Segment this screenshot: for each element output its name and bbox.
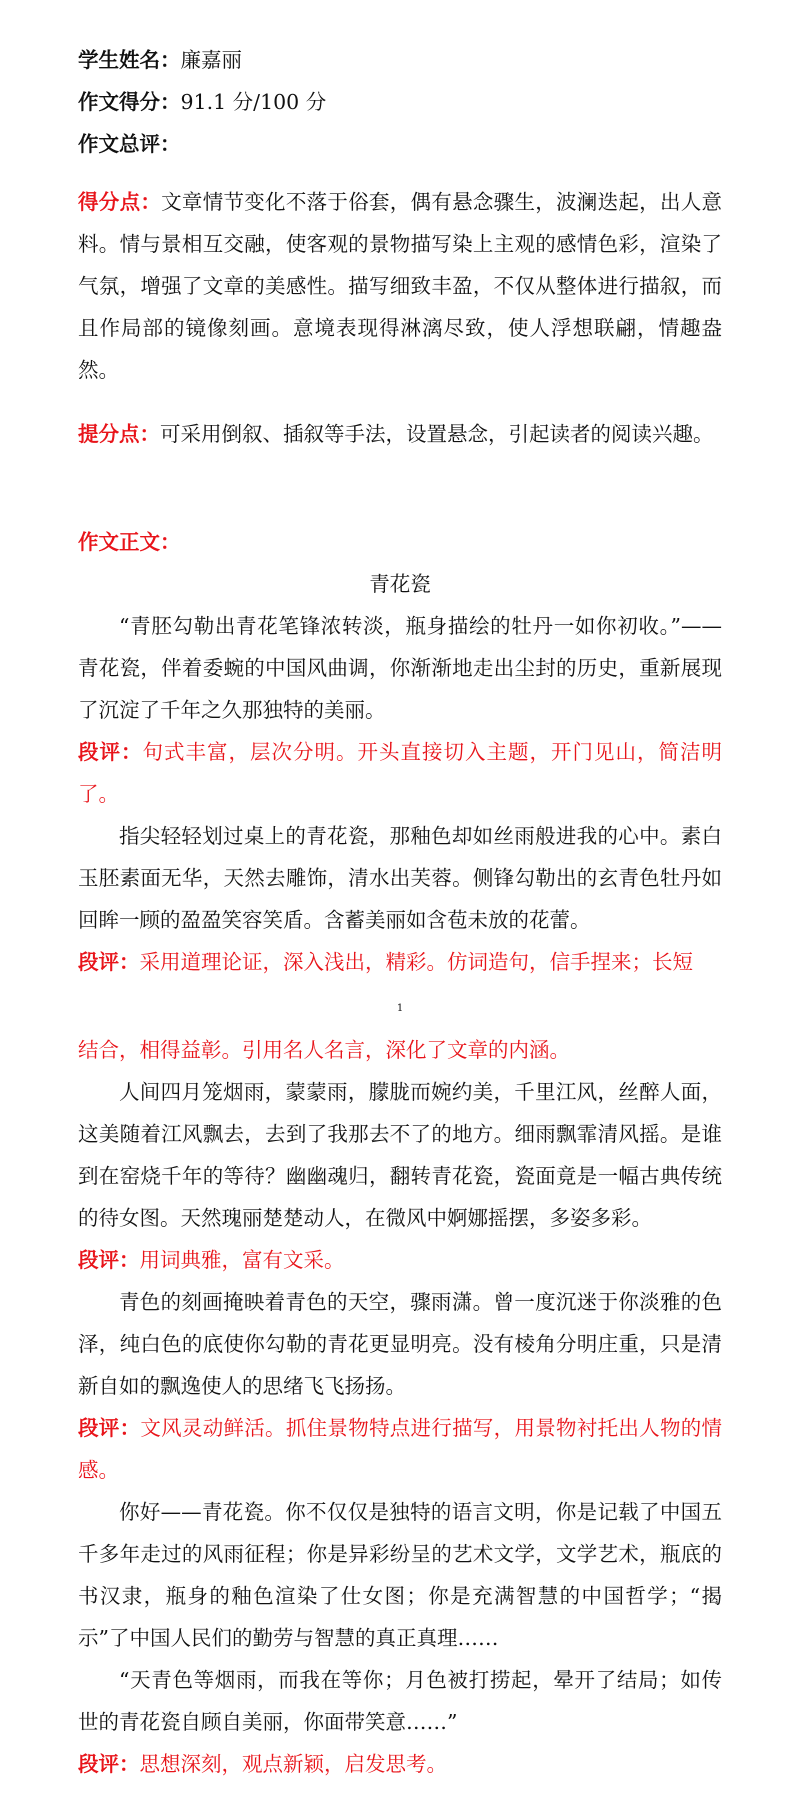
essay-paragraph-2: 指尖轻轻划过桌上的青花瓷，那釉色却如丝雨般进我的心中。素白玉胚素面无华，天然去雕饰，清水出芙蓉。侧锋勾勒出的玄青色牡丹如回眸一顾的盈盈笑容笑盾。含蓄美丽如含苞未放的花蕾。 xyxy=(78,824,722,932)
improvement-points-label: 提分点： xyxy=(78,422,160,446)
scoring-points-paragraph xyxy=(78,181,722,391)
paragraph-comment-text: 用词典雅，富有文采。 xyxy=(139,1248,345,1272)
improvement-points-text: 可采用倒叙、插叙等手法，设置悬念，引起读者的阅读兴趣。 xyxy=(160,422,714,446)
essay-paragraph-6: “天青色等烟雨，而我在等你；月色被打捞起，晕开了结局；如传世的青花瓷自顾自美丽，你面带笑意……” xyxy=(78,1668,722,1734)
scoring-points-label: 得分点： xyxy=(78,190,162,214)
paragraph-comment-text: 思想深刻，观点新颖，启发思考。 xyxy=(139,1752,447,1776)
paragraph-comment-label: 段评： xyxy=(78,950,140,974)
essay-title: 青花瓷 xyxy=(369,572,431,596)
student-name-label: 学生姓名： xyxy=(78,48,181,72)
paragraph-comment-text: 采用道理论证，深入浅出，精彩。仿词造句，信手捏来；长短 xyxy=(139,950,693,974)
essay-paragraph-3: 人间四月笼烟雨，蒙蒙雨，朦胧而婉约美，千里江风，丝醉人面，这美随着江风飘去，去到了我那去不了的地方。细雨飘霏清风摇。是谁到在窑烧千年的等待？幽幽魂归，翻转青花瓷，瓷面竟是一幅古典传统的待女图。天然瑰丽楚楚动人，在微风中婀娜摇摆，多姿多彩。 xyxy=(78,1080,722,1230)
paragraph-comment-2-part-b: 结合，相得益彰。引用名人名言，深化了文章的内涵。 xyxy=(78,1038,570,1062)
review-heading-line xyxy=(78,123,181,165)
score-value: 91.1 分/100 分 xyxy=(180,90,327,114)
scoring-points-text: 文章情节变化不落于俗套，偶有悬念骤生，波澜迭起，出人意料。情与景相互交融，使客观的景物描写染上主观的感情色彩，渲染了气氛，增强了文章的美感性。描写细致丰盈，不仅从整体进行描叙，而且作局部的镜像刻画。意境表现得淋漓尽致，使人浮想联翩，情趣盎然。 xyxy=(78,190,723,382)
page-number: 1 xyxy=(396,1003,404,1014)
paragraph-comment-label: 段评： xyxy=(78,1416,141,1440)
paragraph-comment-3 xyxy=(78,1239,345,1281)
student-name-line xyxy=(78,39,242,81)
essay-paragraph-4: 青色的刻画掩映着青色的天空，骤雨潇。曾一度沉迷于你淡雅的色泽，纯白色的底使你勾勒的青花更显明亮。没有棱角分明庄重，只是清新自如的飘逸使人的思绪飞飞扬扬。 xyxy=(78,1290,722,1398)
review-heading: 作文总评： xyxy=(78,132,181,156)
paragraph-comment-label: 段评： xyxy=(78,1752,140,1776)
paragraph-comment-2-part-a xyxy=(78,941,693,983)
paragraph-comment-label: 段评： xyxy=(78,740,143,764)
paragraph-comment-label: 段评： xyxy=(78,1248,140,1272)
score-line xyxy=(78,81,326,123)
paragraph-comment-5 xyxy=(78,1743,447,1785)
essay-paragraph-1: “青胚勾勒出青花笔锋浓转淡，瓶身描绘的牡丹一如你初收。”——青花瓷，伴着委蜿的中国风曲调，你渐渐地走出尘封的历史，重新展现了沉淀了千年之久那独特的美丽。 xyxy=(78,614,722,722)
paragraph-comment-text: 文风灵动鲜活。抓住景物特点进行描写，用景物衬托出人物的情感。 xyxy=(78,1416,723,1482)
paragraph-comment-1 xyxy=(78,731,722,815)
essay-paragraph-5: 你好——青花瓷。你不仅仅是独特的语言文明，你是记载了中国五千多年走过的风雨征程；你是异彩纷呈的艺术文学，文学艺术，瓶底的书汉隶，瓶身的釉色渲染了仕女图；你是充满智慧的中国哲学；“揭示”了中国人民们的勤劳与智慧的真正真理…… xyxy=(78,1500,722,1650)
essay-section-heading: 作文正文： xyxy=(78,530,181,554)
score-label: 作文得分： xyxy=(78,90,181,114)
improvement-points-paragraph xyxy=(78,413,722,455)
student-name-value: 廉嘉丽 xyxy=(180,48,242,72)
paragraph-comment-text: 句式丰富，层次分明。开头直接切入主题，开门见山，简洁明了。 xyxy=(78,740,722,806)
paragraph-comment-4 xyxy=(78,1407,722,1491)
